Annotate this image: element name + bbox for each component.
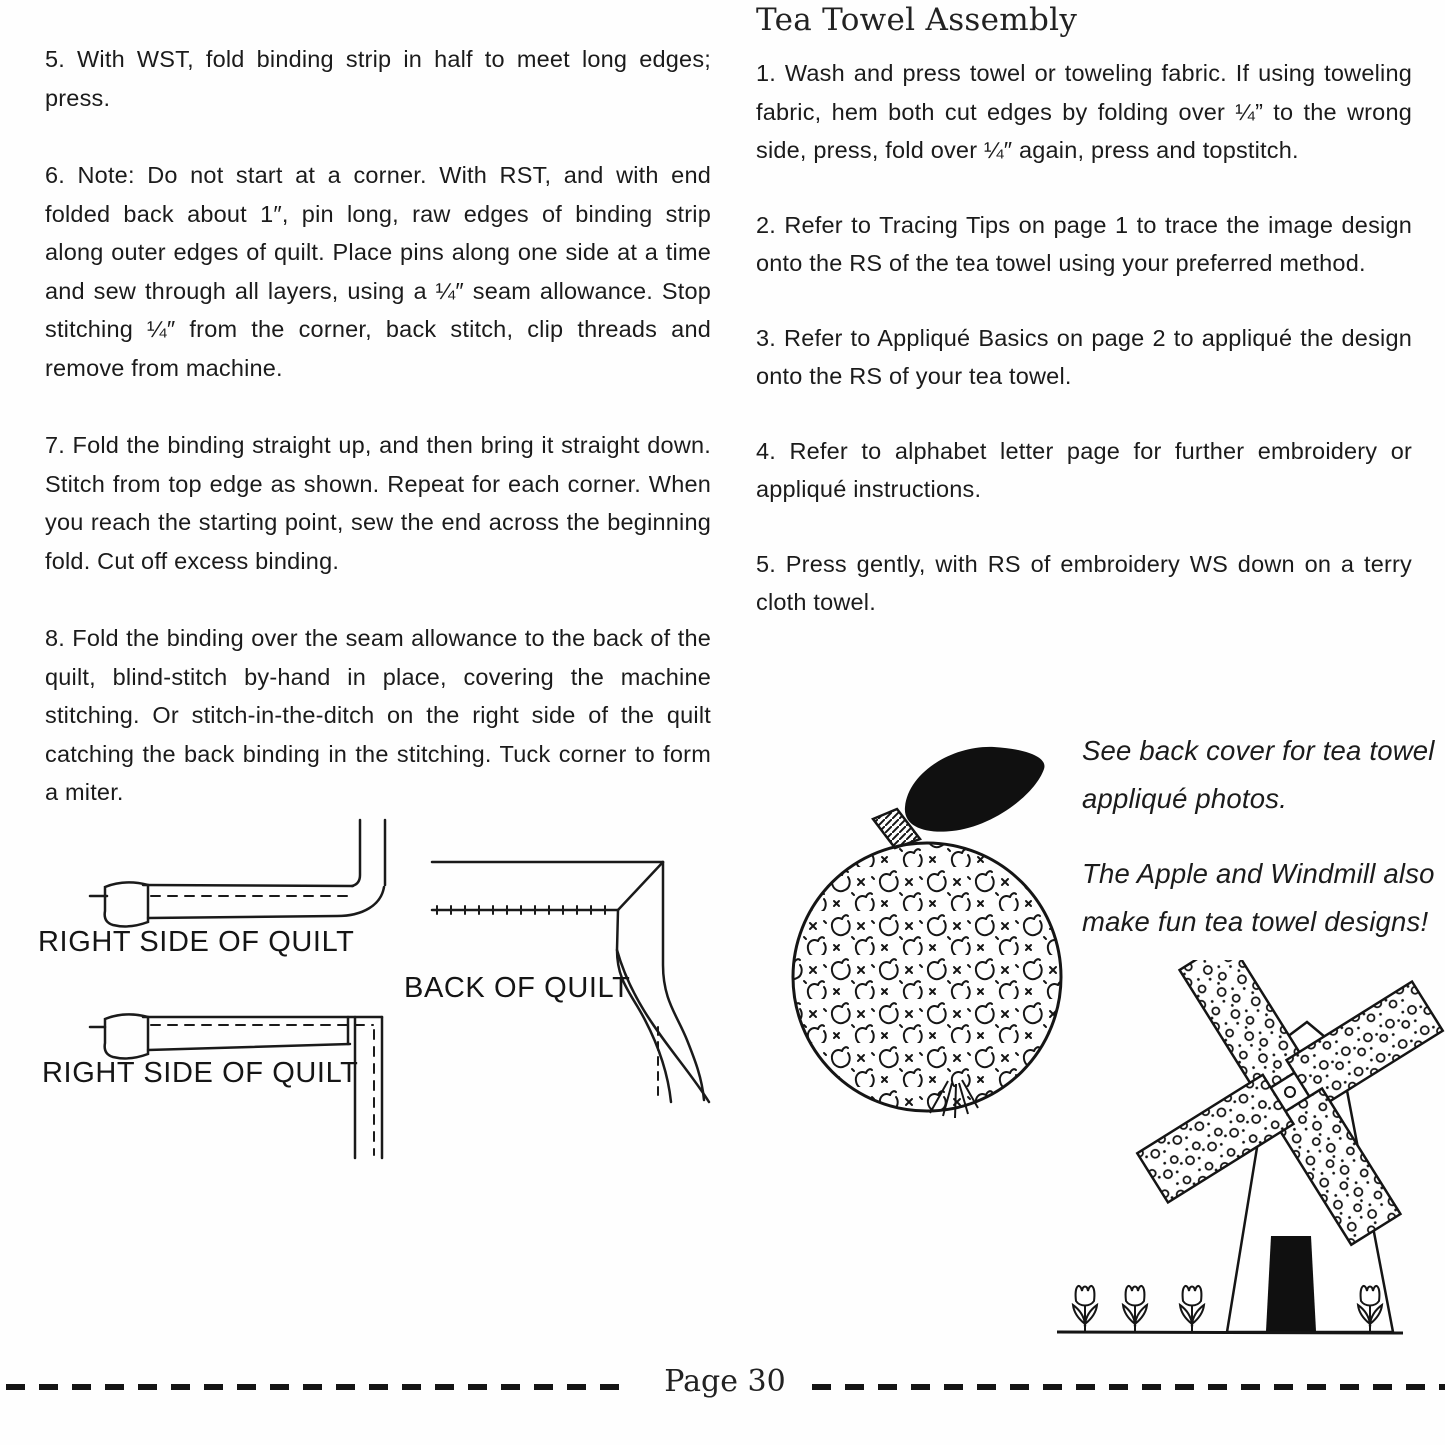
left-column	[45, 40, 711, 851]
right-column	[756, 2, 1412, 658]
diagram-label-right-side-top: RIGHT SIDE OF QUILT	[38, 926, 355, 958]
windmill-illustration	[1040, 960, 1445, 1345]
instruction-step-8: 8. Fold the binding over the seam allowance to the back of the quilt, blind-stitch by-hand in place, covering the machine stitching. Or stitch-in-the-ditch on the right side of the quilt catching the back binding in the stitching. Tuck corner to form a miter.	[45, 625, 711, 805]
assembly-step-4: 4. Refer to alphabet letter page for further embroidery or appliqué instructions.	[756, 437, 1412, 502]
binding-vertical-inner-edge	[352, 820, 360, 886]
section-heading: Tea Towel Assembly	[756, 2, 1078, 38]
note-back-cover: See back cover for tea towel appliqué photos.	[1082, 735, 1435, 814]
windmill-blade-upper-right	[1287, 982, 1443, 1110]
diagram-label-back: BACK OF QUILT	[404, 972, 631, 1004]
binding-strip-top-edge	[143, 885, 353, 886]
tulip	[1123, 1286, 1147, 1332]
back-of-quilt-corner-diagram	[425, 845, 735, 1165]
binding-strip-bottom-edge	[148, 887, 384, 918]
page-number: Page 30	[664, 1364, 786, 1399]
ground-line	[1057, 1332, 1403, 1333]
assembly-step-5: 5. Press gently, with RS of embroidery WS down on a terry cloth towel.	[756, 550, 1412, 615]
assembly-step-2: 2. Refer to Tracing Tips on page 1 to trace the image design onto the RS of the tea towel using your preferred method.	[756, 211, 1412, 276]
binding-strip-bottom-edge	[148, 1044, 350, 1050]
instruction-step-5: 5. With WST, fold binding strip in half to meet long edges; press.	[45, 46, 711, 111]
tulip	[1180, 1286, 1204, 1332]
instruction-step-7: 7. Fold the binding straight up, and then bring it straight down. Stitch from top edge as shown. Repeat for each corner. When you reach the starting point, sew the end across the beginning fold. Cut off excess binding.	[45, 432, 711, 574]
windmill-door	[1266, 1236, 1316, 1331]
assembly-step-1: 1. Wash and press towel or toweling fabric. If using toweling fabric, hem both cut edges by folding over ¼” to the wrong side, press, fold over ¼″ again, press and topstitch.	[756, 60, 1412, 163]
footer-dashed-rule-right	[812, 1384, 1445, 1390]
instruction-step-6: 6. Note: Do not start at a corner. With RST, and with end folded back about 1″, pin long, raw edges of binding strip along outer edges of quilt. Place pins along one side at a time and sew through all layers, using a ¼″ seam allowance. Stop stitching ¼″ from the corner, back stitch, clip threads and remove from machine.	[45, 162, 711, 381]
footer-dashed-rule-left	[6, 1384, 628, 1390]
assembly-step-3: 3. Refer to Appliqué Basics on page 2 to appliqué the design onto the RS of your tea towel.	[756, 324, 1412, 389]
note-apple-windmill: The Apple and Windmill also make fun tea towel designs!	[1082, 858, 1435, 937]
windmill-hub	[1285, 1087, 1295, 1097]
apple-leaf	[905, 747, 1045, 832]
tulip	[1073, 1286, 1097, 1332]
binding-folded-end	[105, 882, 148, 926]
diagram-label-right-side-bottom: RIGHT SIDE OF QUILT	[42, 1057, 359, 1089]
apple-body	[793, 843, 1061, 1111]
miter-diagonal-fold	[618, 862, 663, 910]
windmill-blade-upper-left	[1180, 960, 1308, 1095]
apple-illustration	[780, 735, 1080, 1125]
binding-folded-end	[105, 1014, 148, 1058]
